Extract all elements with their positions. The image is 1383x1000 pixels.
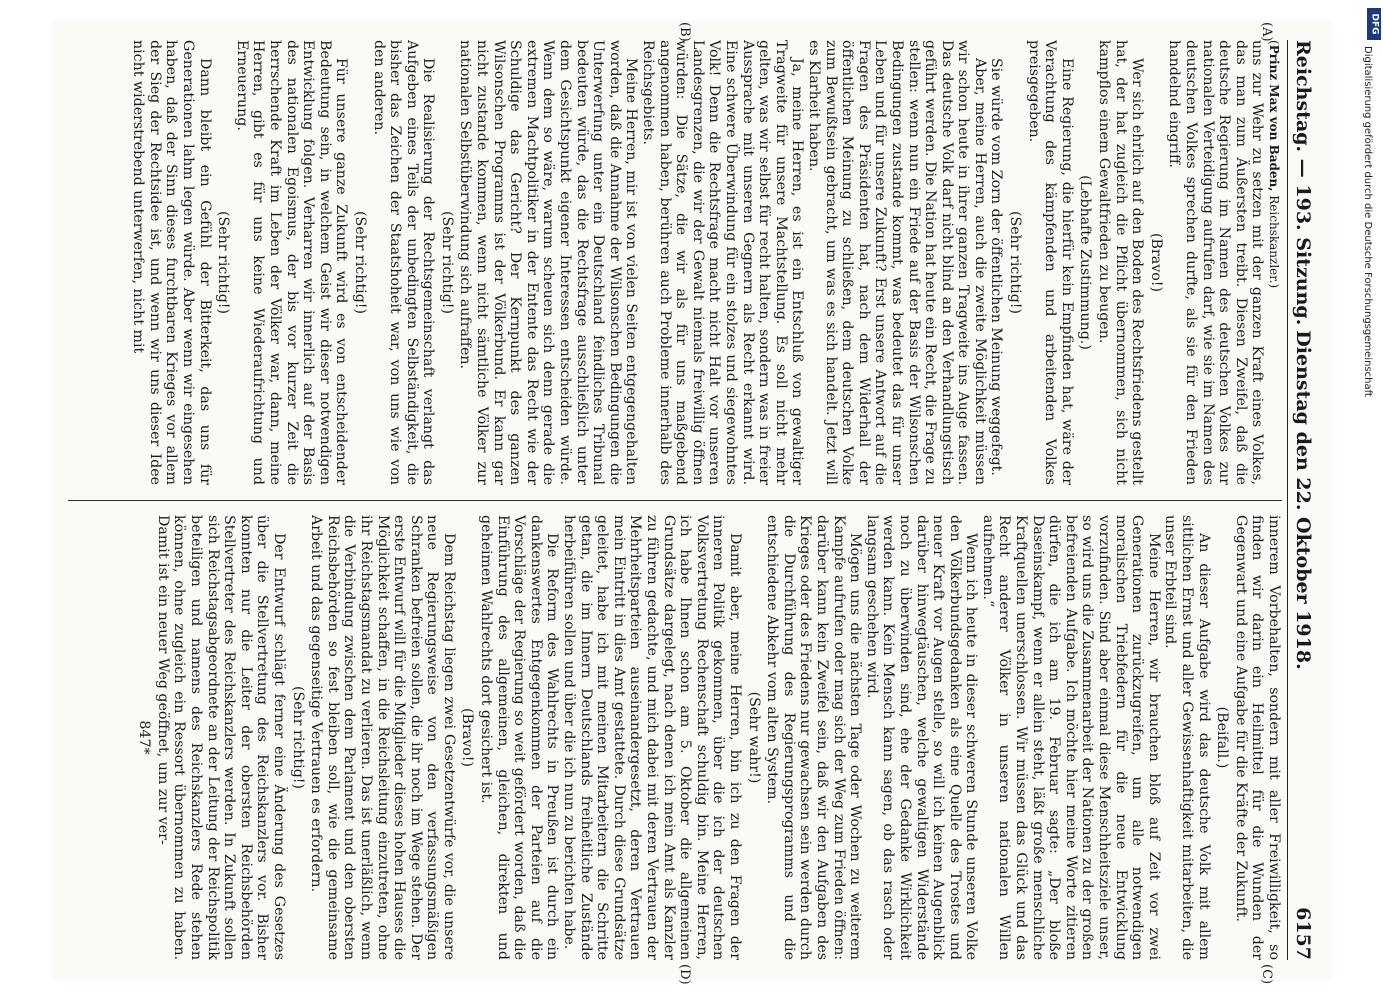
header-date: Dienstag den 22. Oktober 1918. — [1291, 330, 1314, 670]
reaction: (Sehr richtig!) — [1006, 210, 1023, 315]
paragraph: Dann bleibt ein Gefühl der Bitterkeit, das uns für Generationen lahm legen würde. Aber wenn wir eingesehen haben, daß der Sinn dieses furchtbaren Krieges vor allem der Sieg der Rechtsidee ist, und wenn wir uns dieser Idee nicht widerstrebend unterwerfen, nicht mit — [129, 40, 213, 485]
reaction: (Beifall.) — [1213, 706, 1230, 769]
paragraph: Sie würde vom Zorn der öffentlichen Meinung weggefegt. — [988, 58, 1004, 476]
paragraph: Wer sich ehrlich auf den Boden des Rechtsfriedens gestellt hat, der hat zugleich die Pflicht übernommen, sich nicht kampflos einem Gewaltfrieden zu beugen. — [1095, 40, 1145, 485]
paragraph: Die Reform des Wahlrechts in Preußen ist durch ein dankenswertes Entgegenkommen der Parteien auf die Vorschläge der Regierung so weit gefördert worden, daß die Einführung des allgemeinen, gleichen, direkten und geheimen Wahlrechts dort gesichert ist. — [477, 515, 560, 960]
paragraph: Meine Herren, wir brauchen bloß auf Zeit vor zwei Generationen zurückzugreifen, um alle notwendigen moralischen Triebfedern für die neue Entwicklung vorzufinden. Sind aber einmal diese Menschheitsziele unser, so wird uns die Zusammenarbeit der Nationen zu der großen befreienden Aufgabe. Ich möchte hier meine Worte zitieren dürfen, die ich am 19. Februar sagte: „Der bloße Daseinskampf, wenn er allein steht, läßt große menschliche Kraftquellen unerschlossen. Wir müssen das Glück und das Recht anderer Völker in unseren nationalen Willen aufnehmen.“ — [979, 515, 1162, 960]
paragraph: uns zur Wehr zu setzen mit der ganzen Kraft eines Volkes, das man zum Äußersten treibt. Diesen Zweifel, daß die deutsche Regierung im Namen des deutschen Volkes zur nationalen Verteidigung aufrufen darf, wie sie im Namen des deutschen Volkes sprechen durfte, als sie für den Frieden handelnd eingriff. — [1165, 40, 1265, 485]
margin-ref-c: (C) — [1258, 964, 1274, 985]
reaction: (Lebhafte Zustimmung.) — [1076, 175, 1093, 350]
header-left: Reichstag. — 193. Sitzung. — [1291, 40, 1314, 326]
margin-ref-d: (D) — [676, 964, 692, 985]
left-column — [66, 40, 1282, 485]
reaction: (Bravo!) — [459, 708, 475, 767]
reaction: (Sehr richtig!) — [214, 210, 231, 315]
newspaper-page — [52, 20, 1332, 985]
paragraph: Der Entwurf schlägt ferner eine Änderung des Gesetzes über die Stellvertretung des Reichskanzlers vor. Bisher konnten nur die Leiter der obersten Reichsbehörden Stellvertreter des Reichskanzlers werden. In Zukunft sollen sich Reichstagsabgeordnete an der Leitung der Reichspolitik beteiligen und namens des Reichskanzlers Rede stehen können, ohne zugleich ein Ressort übernommen zu haben. Damit ist ein neuer Weg geöffnet, um zur ver- — [154, 515, 287, 960]
paragraph: Für unsere ganze Zukunft wird es von entscheidender Bedeutung sein, in welchem Geist wir dieser notwendigen Entwicklung folgen. Verharren wir innerlich auf der Basis des nationalen Egoismus, der bis vor kurzer Zeit die herrschende Kraft im Leben der Völker war, dann, meine Herren, gibt es für uns keine Wiederaufrichtung und Erneuerung. — [233, 40, 349, 485]
paragraph: Die Realisierung der Rechtsgemeinschaft verlangt das Aufgeben eines Teils der unbedingten Selbständigkeit, die bisher das Zeichen der Staatshoheit war, von uns wie von den anderen. — [370, 40, 436, 485]
paragraph: An dieser Aufgabe wird das deutsche Volk mit allem sittlichen Ernst und aller Gewissenhaftigkeit mitarbeiten, die unser Erbteil sind. — [1161, 515, 1212, 960]
page-header — [1287, 40, 1322, 960]
paragraph: Aber, meine Herren, auch die zweite Möglichkeit müssen wir schon heute in ihrer ganzen Tragweite ins Auge fassen. Das deutsche Volk darf nicht blind an den Verhandlungstisch geführt werden. Die Nation hat heute ein Recht, die Frage zu stellen: wenn nun ein Friede auf der Basis der Wilsonschen Bedingungen zustande kommt, was bedeutet das für unser Leben und für unsere Zukunft? Erst unsere Antwort auf die Fragen des Präsidenten hat, nach dem Widerhall der öffentlichen Meinung zu schließen, dem deutschen Volke zum Bewußtsein gebracht, um was es sich handelt. Jetzt will es Klarheit haben. — [805, 40, 988, 485]
paragraph: Mögen uns die nächsten Tage oder Wochen zu weiterem Kampfe aufrufen oder mag sich der Weg zum Frieden öffnen: darüber kann kein Zweifel sein, daß wir den Aufgaben des Krieges oder des Friedens nur gewachsen sein werden durch die Durchführung des Regierungsprogramms und die entschiedene Abkehr vom alten System. — [763, 515, 863, 960]
reaction: (Sehr richtig!) — [438, 210, 455, 315]
reaction: (Sehr wahr!) — [745, 691, 762, 784]
page-number: 6157 — [1291, 907, 1314, 960]
paragraph: Meine Herren, mir ist von vielen Seiten entgegengehalten worden, daß die Annahme der Wilsonschen Bedingungen die Unterwerfung unter ein Deutschland feindliches Tribunal bedeuten würde, das die Rechtsfrage ausschließlich unter dem Gesichtspunkt eigener Interessen entscheiden würde. Wenn dem so wäre, warum scheuen sich denn gerade die extremen Machtpolitiker in der Entente das Recht wie der Schuldige das Gericht? Der Kernpunkt des ganzen Wilsonschen Programms ist der Völkerbund. Er kann gar nicht zustande kommen, wenn nicht sämtliche Völker zur nationalen Selbstüberwindung sich aufraffen. — [457, 40, 639, 485]
catchword: 847* — [135, 720, 152, 755]
digitization-credit: Digitalisierung gefördert durch die Deutsche Forschungsgemeinschaft — [1362, 46, 1373, 397]
paragraph: Ja, meine Herren, es ist ein Entschluß von gewaltiger Tragweite für unsere Machtstellung. Es soll nicht mehr gelten, was wir selbst für recht halten, sondern was in freier Aussprache mit unseren Gegnern als Recht erkannt wird. Eine schwere Überwindung für ein stolzes und siegewohntes Volk! Denn die Rechtsfrage macht nicht Halt vor unseren Landesgrenzen, die wir der Gewalt niemals freiwillig öffnen würden: Die Sätze, die wir als für uns maßgebend angenommen haben, berühren auch Probleme innerhalb des Reichsgebiets. — [639, 40, 805, 485]
paragraph: innerem Vorbehalten, sondern mit aller Freiwilligkeit, so finden wir darin ein Heilmittel für die Wunden der Gegenwart und eine Aufgabe für die Kräfte der Zukunft. — [1232, 515, 1282, 960]
paragraph: Eine Regierung, die hierfür kein Empfinden hat, wäre der Verachtung des kämpfenden und arbeitenden Volkes preisgegeben. — [1025, 40, 1075, 485]
paragraph: Wenn ich heute in dieser schweren Stunde unseren Volke den Völkerbundsgedanken als eine Quelle des Trostes und neuer Kraft vor Augen stelle, so will ich keinen Augenblick darüber hinwegtäuschen, welche gewaltigen Widerstände noch zu überwinden sind, ehe der Gedanke Wirklichkeit werden kann. Kein Mensch kann sagen, ob das rasch oder langsam geschehen wird. — [863, 515, 979, 960]
reaction: (Bravo!) — [1147, 233, 1164, 292]
dfg-logo: DFG — [1367, 8, 1381, 40]
column-divider — [68, 500, 1282, 501]
margin-ref-b: (B) — [676, 22, 692, 42]
speaker-line: (Prinz Max von Baden, Reichskanzler.) — [1266, 40, 1281, 289]
reaction: (Sehr richtig!) — [351, 210, 368, 315]
reaction: (Sehr richtig!) — [289, 685, 306, 790]
paragraph: Damit aber, meine Herren, bin ich zu den Fragen der inneren Politik gekommen, über die ich der deutschen Volksvertretung Rechenschaft schuldig bin. Meine Herren, ich habe Ihnen schon am 5. Oktober die allgemeinen Grundsätze dargelegt, nach denen ich mein Amt als Kanzler zu führen gedachte, und mich dabei mit deren Vertrauen der Mehrheitsparteien auseinandergesetzt, deren Vertrauen mein Eintritt in dies Amt gestattete. Durch diese Grundsätze geleitet, habe ich mit meinen Mitarbeitern die Schritte getan, die im Innern Deutschlands freiheitliche Zustände herbeiführen sollen und über die ich nun zu berichten habe. — [560, 515, 743, 960]
right-column — [66, 515, 1282, 960]
paragraph: Dem Reichstag liegen zwei Gesetzentwürfe vor, die unsere neue Regierungsweise von den verfassungsmäßigen Schranken befreien sollen, die ihr noch im Wege stehen. Der erste Entwurf will für die Mitglieder dieses hohen Hauses die Möglichkeit schaffen, in die Reichsleitung einzutreten, ohne ihr Reichstagsmandat zu verlieren. Das ist unerläßlich, wenn die Verbindung zwischen dem Parlament und den obersten Reichsbehörden so fest bleiben soll, wie die gemeinsame Arbeit und das gegenseitige Vertrauen es erfordern. — [307, 515, 457, 960]
margin-ref-a: (A) — [1258, 22, 1274, 42]
